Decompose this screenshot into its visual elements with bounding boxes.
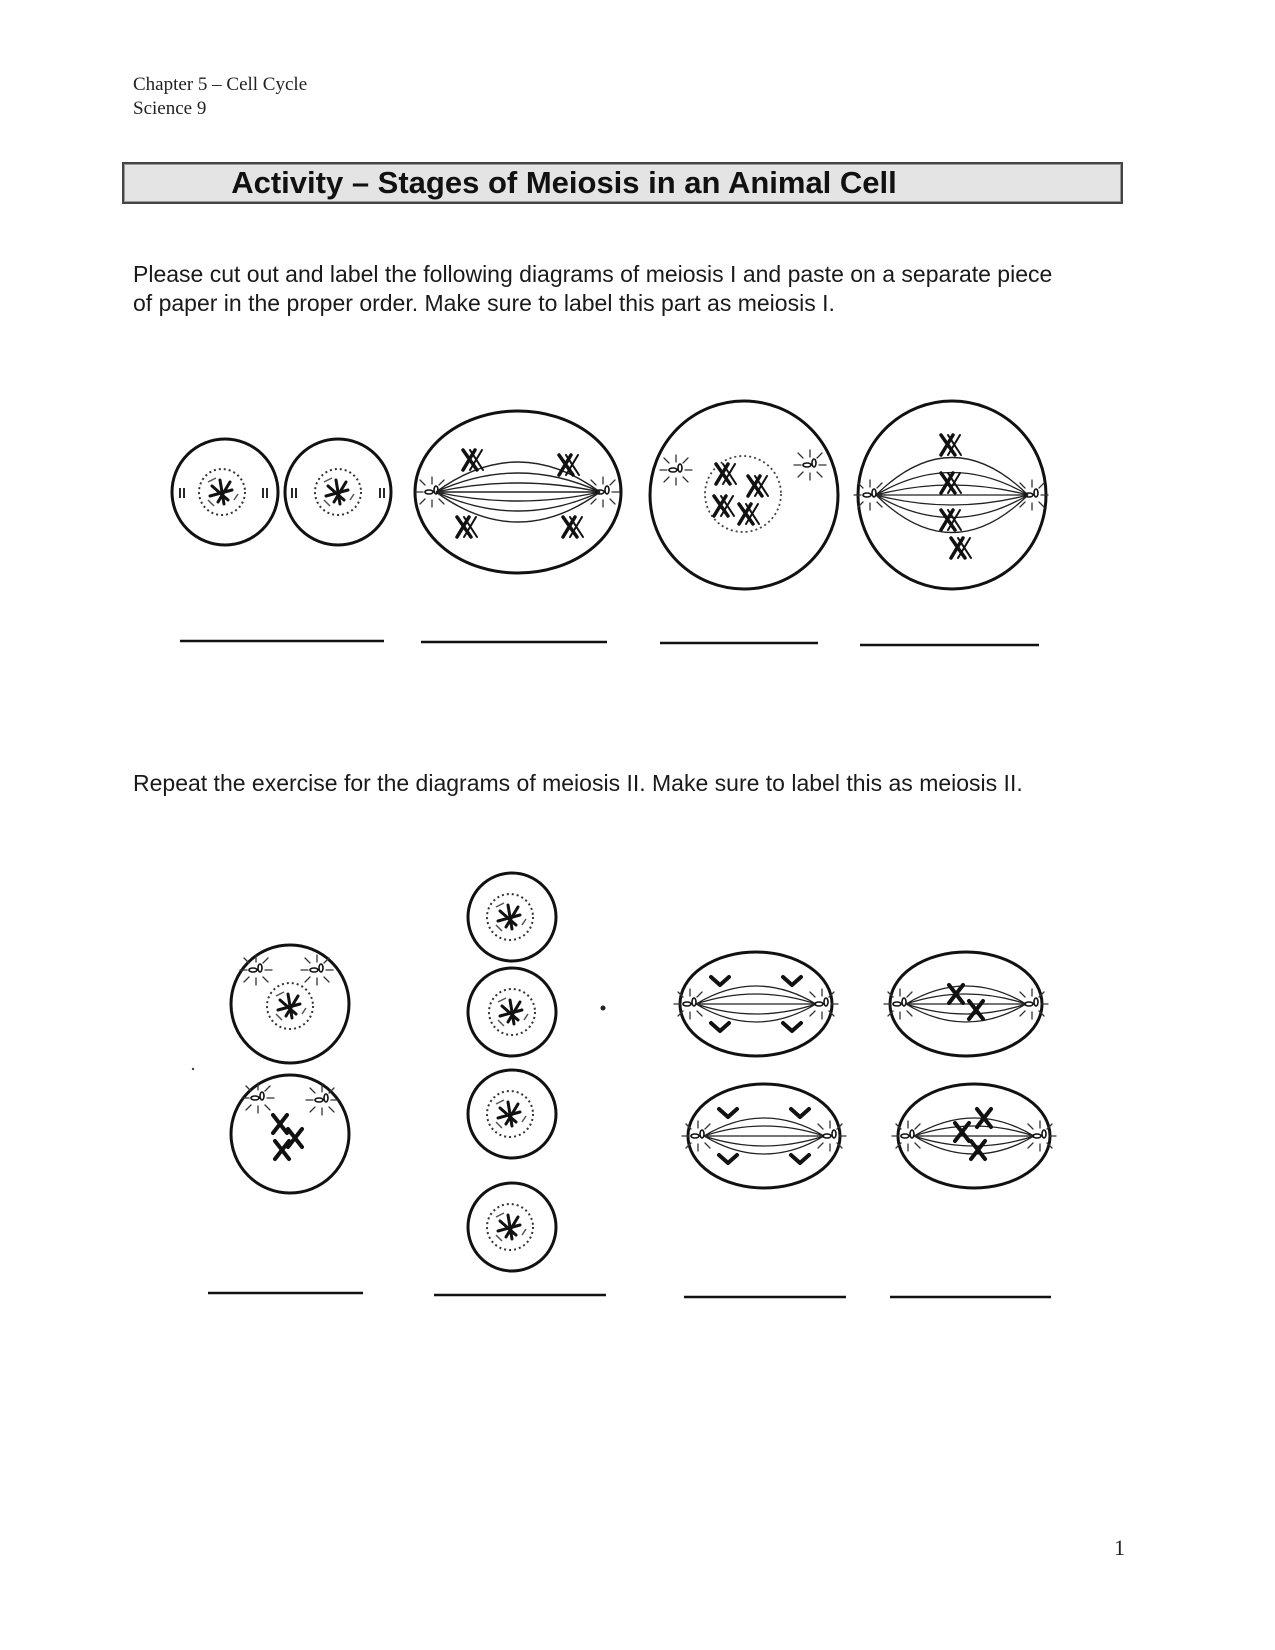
meiosis-2-metaphase-cells bbox=[884, 952, 1056, 1188]
meiosis-1-answer-blanks bbox=[180, 641, 1039, 645]
meiosis-1-prophase-cell bbox=[650, 401, 838, 589]
meiosis-1-cell-pair-small bbox=[172, 439, 391, 545]
page-number: 1 bbox=[1114, 1535, 1125, 1560]
chapter-heading: Chapter 5 – Cell Cycle bbox=[133, 74, 308, 95]
meiosis-1-instruction-line-1: Please cut out and label the following diagrams of meiosis I and paste on a separate piece bbox=[133, 261, 1053, 287]
meiosis-1-instruction-line-2: of paper in the proper order. Make sure to label this part as meiosis I. bbox=[133, 290, 835, 316]
meiosis-1-metaphase-cell bbox=[854, 401, 1048, 589]
meiosis-1-anaphase-cell bbox=[415, 411, 621, 573]
meiosis-2-prophase-cells bbox=[231, 945, 349, 1193]
meiosis-2-anaphase-cells bbox=[674, 952, 846, 1188]
meiosis-2-telophase-cells bbox=[468, 873, 556, 1271]
course-heading: Science 9 bbox=[133, 98, 207, 119]
meiosis-2-instruction: Repeat the exercise for the diagrams of meiosis II. Make sure to label this as meiosis II. bbox=[133, 770, 1023, 796]
activity-title: Activity – Stages of Meiosis in an Animal Cell bbox=[231, 165, 897, 200]
meiosis-2-answer-blanks bbox=[208, 1293, 1051, 1297]
